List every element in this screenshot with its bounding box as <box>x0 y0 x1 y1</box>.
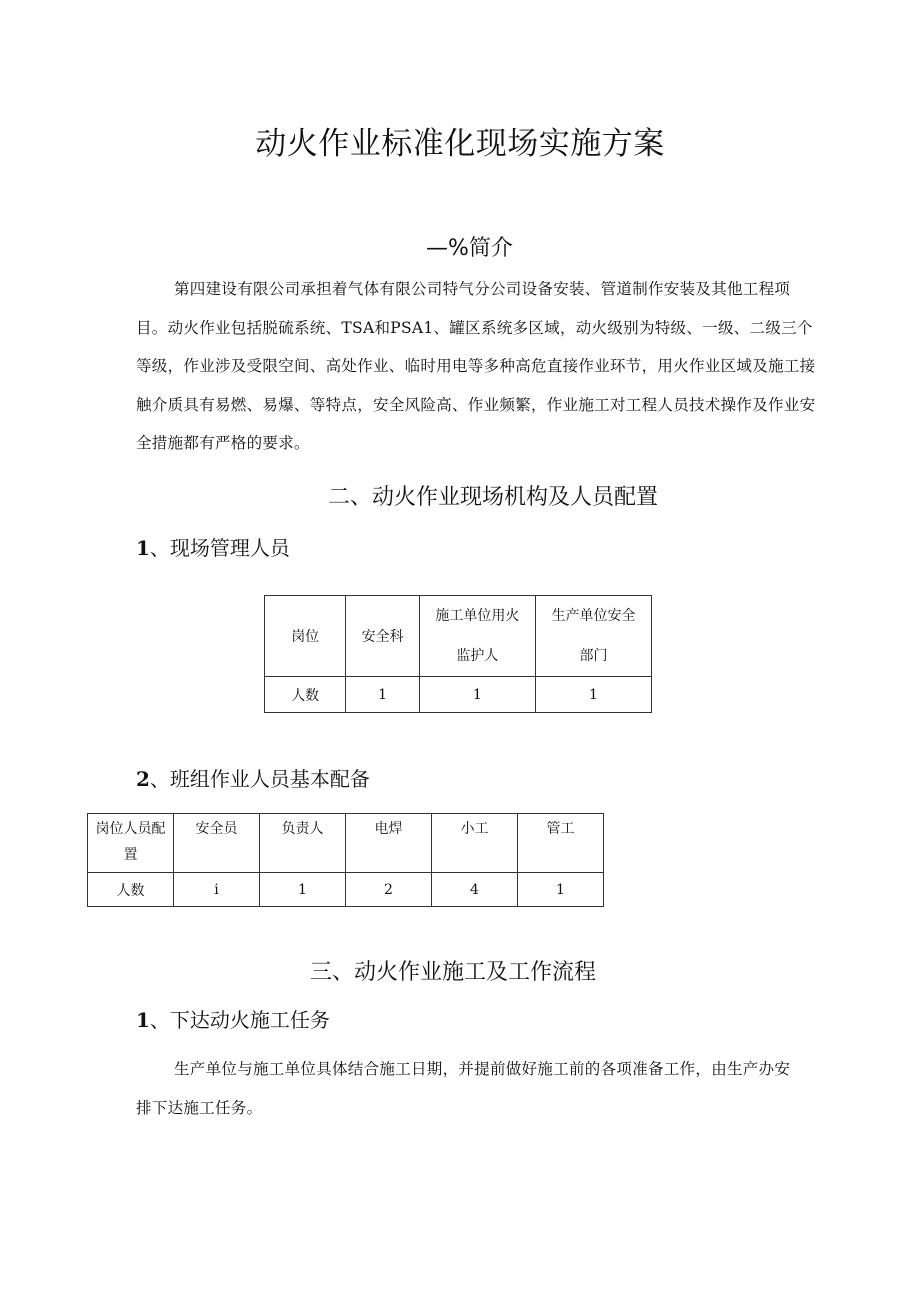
section-1-heading: —%简介 <box>426 236 513 261</box>
team-staff-table <box>87 813 604 907</box>
table-cell: 安全科 <box>346 596 419 677</box>
section-2-heading: 二、动火作业现场机构及人员配置 <box>328 485 659 510</box>
table-cell: 人数 <box>265 677 346 713</box>
table-row <box>88 873 604 907</box>
table-cell: 人数 <box>88 873 174 907</box>
paragraph-line-1: 生产单位与施工单位具体结合施工日期，并提前做好施工前的各项准备工作，由生产办安 <box>174 1060 791 1078</box>
table-cell: 4 <box>432 873 518 907</box>
table-cell: 安全员 <box>174 814 260 873</box>
table-cell: 岗位 <box>265 596 346 677</box>
section-3-heading: 三、动火作业施工及工作流程 <box>310 960 597 985</box>
subsection-2-1-heading: 1、现场管理人员 <box>136 536 290 560</box>
table-cell: 2 <box>346 873 432 907</box>
table-cell: 1 <box>419 677 535 713</box>
table-header-row <box>88 814 604 873</box>
table-row <box>265 677 652 713</box>
table-cell: i <box>174 873 260 907</box>
table-cell: 1 <box>535 677 651 713</box>
paragraph-rest: 目。动火作业包括脱硫系统、TSA和PSA1、罐区系统多区域，动火级别为特级、一级、二级三个等级，作业涉及受限空间、高处作业、临时用电等多种高危直接作业环节，用火作业区域及施工接触介质具有易燃、易爆、等特点，安全风险高、作业频繁，作业施工对工程人员技术操作及作业安全措施都有严格的要求。 <box>136 318 816 452</box>
table-cell: 施工单位用火 监护人 <box>419 596 535 677</box>
table-cell: 1 <box>260 873 346 907</box>
paragraph-line-1: 第四建设有限公司承担着气体有限公司特气分公司设备安装、管道制作安装及其他工程项 <box>174 280 791 298</box>
table-header-row <box>265 596 652 677</box>
section-1-paragraph <box>136 270 826 463</box>
paragraph-line-2: 排下达施工任务。 <box>136 1098 263 1117</box>
table-cell: 电焊 <box>346 814 432 873</box>
table-cell: 1 <box>518 873 604 907</box>
table-cell: 生产单位安全 部门 <box>535 596 651 677</box>
section-3-paragraph <box>136 1050 826 1127</box>
table-cell: 岗位人员配 置 <box>88 814 174 873</box>
table-cell: 1 <box>346 677 419 713</box>
management-staff-table <box>264 595 652 713</box>
table-cell: 管工 <box>518 814 604 873</box>
table-cell: 负责人 <box>260 814 346 873</box>
subsection-2-2-heading: 2、班组作业人员基本配备 <box>136 767 370 791</box>
subsection-3-1-heading: 1、下达动火施工任务 <box>136 1008 330 1032</box>
table-cell: 小工 <box>432 814 518 873</box>
document-title: 动火作业标准化现场实施方案 <box>255 126 665 162</box>
